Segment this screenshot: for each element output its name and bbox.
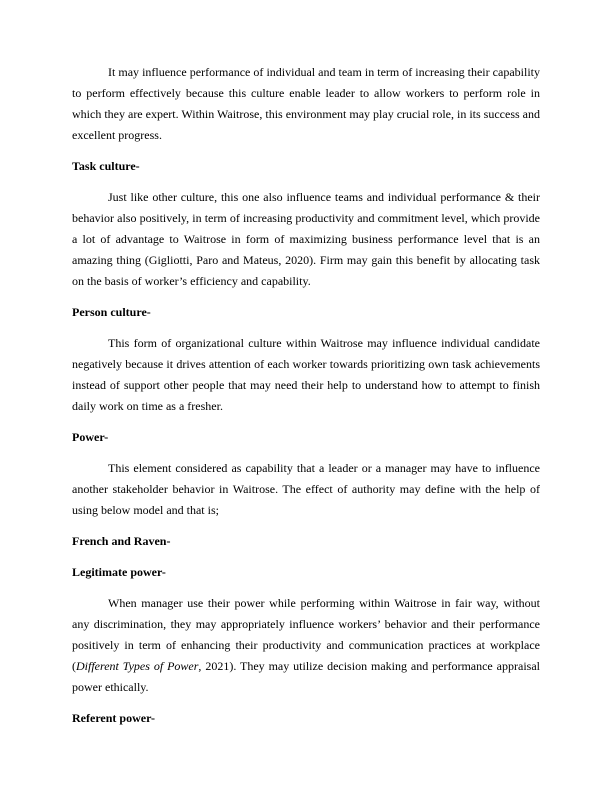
heading-power: Power- [72, 430, 109, 444]
paragraph-power: This element considered as capability that a leader or a manager may have to influence another stakeholder behavior in Waitrose. The effect of authority may define with the help of using below model and that is; [72, 461, 540, 517]
heading-french-and-raven: French and Raven- [72, 534, 171, 548]
paragraph-task-culture: Just like other culture, this one also influence teams and individual performance & their behavior also positively, in term of increasing productivity and commitment level, which provide a lot of advantage to Waitrose in form of maximizing business performance level that is an amazing thing (Gigliotti, Paro and Mateus, 2020). Firm may gain this benefit by allocating task on the basis of worker’s efficiency and capability. [72, 190, 540, 288]
heading-legitimate-power: Legitimate power- [72, 565, 166, 579]
heading-person-culture: Person culture- [72, 305, 151, 319]
citation-lead-text: When manager use their power while performing within Waitrose in fair way, without any discrimination, they may appropriately influence workers’ behavior and their performance positively in term of enhancing their productivity and communication practices at workplace ( [72, 596, 540, 673]
document-page [72, 62, 540, 739]
paragraph-legitimate-power [72, 593, 540, 698]
citation-italic-title: Different Types of Power [76, 659, 199, 673]
heading-referent-power: Referent power- [72, 711, 155, 725]
citation-trailing-text: , 2021). They may utilize decision making and performance appraisal power ethically. [72, 659, 540, 694]
paragraph-role-culture-effect: It may influence performance of individual and team in term of increasing their capability to perform effectively because this culture enable leader to allow workers to perform role in which they are expert. Within Waitrose, this environment may play crucial role, in its success and excellent progress. [72, 65, 540, 142]
heading-task-culture: Task culture- [72, 159, 140, 173]
paragraph-person-culture: This form of organizational culture within Waitrose may influence individual candidate negatively because it drives attention of each worker towards prioritizing own task achievements instead of support other people that may need their help to understand how to attempt to finish daily work on time as a fresher. [72, 336, 540, 413]
